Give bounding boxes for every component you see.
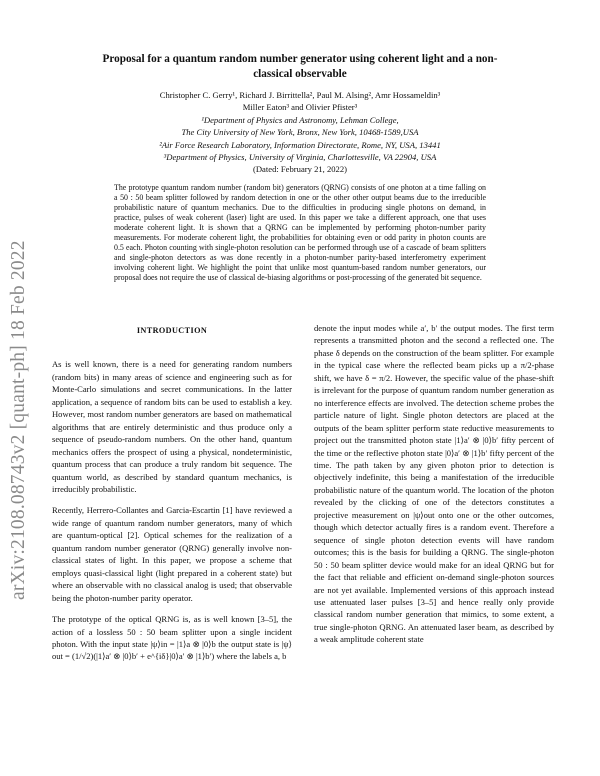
section-heading: INTRODUCTION (136, 326, 208, 335)
author-block (60, 89, 540, 176)
dated-line: (Dated: February 21, 2022) (252, 164, 348, 175)
right-column (314, 322, 554, 655)
abstract: The prototype quantum random number (random bit) generators (QRNG) consists of one photon at a time falling on a 50 : 50 beam splitter followed by random detection in one or the other other output beams due to the irreducible probabilistic nature of quantum mechanics. Due to the difficulties in producing single photons on demand, in practice, pulses of weak coherent (laser) light are used. In this paper we take a different approach, one that uses moderate coherent light. It is shown that a QRNG can be implemented by performing photon-number parity measurements. For moderate coherent light, the probabilities for obtaining even or odd parity in photon counts are 0.5 each. Photon counting with single-photon resolution can be performed through use of a cascade of beam splitters and single-photon detectors as was done recently in a photon-number parity-based interferometry experiment involving coherent light. We highlight the point that unlike most quantum-based random number generators, our proposal does not require the use of classical de-biasing algorithms or post-processing of the generated bit sequence. (114, 183, 486, 282)
paper-title: Proposal for a quantum random number generator using coherent light and a non-classical observable (102, 53, 498, 80)
paragraph: As is well known, there is a need for generating random numbers (random bits) in many areas of science and engineering such as for Monte-Carlo simulations and secret communications. In the latter application, a sequence of random bits can be used to establish a key. However, most random number generators are based on mathematical algorithms that are entirely deterministic and thus produce only a sequence of pseudo-random numbers. On the other hand, quantum mechanics offers the prospect of using a physical, nondeterministic, quantum process that can produce a truly random bit sequence. The quantum world, as described by standard quantum mechanics, is irreducibly probabilistic. (52, 359, 292, 494)
arxiv-stamp: arXiv:2108.08743v2 [quant-ph] 18 Feb 2022 (8, 240, 29, 600)
affiliation-3: ³Department of Physics, University of Virginia, Charlottesville, VA 22904, USA (163, 152, 437, 163)
paragraph: Recently, Herrero-Collantes and Garcia-Escartin [1] have reviewed a wide range of quantum random number generators, many of which are quantum-optical [2]. Optical schemes for the realization of a quantum random number generator (QRNG) generally involve non-classical states of light. In this paper, we propose a scheme that employs quasi-classical light (light prepared in a coherent state) but where an observable with no classical analog is used; that observable being the photon-number parity operator. (52, 505, 292, 603)
affiliation-1-cont: The City University of New York, Bronx, New York, 10468-1589,USA (181, 127, 419, 138)
authors-line-2: Miller Eaton³ and Olivier Pfister³ (242, 102, 358, 113)
paragraph: denote the input modes while a′, b′ the output modes. The first term represents a transmitted photon and the second a reflected one. The phase δ depends on the construction of the beam splitter. For example in the typical case where the reflected beam picks up a π/2-phase shift, we have δ = π/2. However, the specific value of the phase-shift is irrelevant for the purpose of quantum random number generation as no interference effects are involved. The detection scheme probes the particle nature of light. Single photon detectors are placed at the outputs of the beam splitter perform state reductive measurements to project out the transmitted photon state |1⟩a′ ⊗ |0⟩b′ fifty percent of the time or the reflective photon state |0⟩a′ ⊗ |1⟩b′ fifty percent of the time. The path taken by any given photon prior to detection is objectively indefinite, this being a manifestation of the irreducible probabilistic nature of the quantum world. The location of the photon revealed by the clicking of one of the detectors constitutes a projective measurement on |ψ⟩out onto one or the other outcomes, though which detector actually fires is a random event. Therefore a sequence of single photon detection events will have random outcomes; this is the basis for building a QRNG. The single-photon 50 : 50 beam splitter device would make for an ideal QRNG but for the fact that reliable and efficient on-demand single-photon sources are not yet available. Implemented versions of this approach instead use attenuated laser pulses [3–5] and hence really only provide classical random number generation that mimics, to some extent, a true single-photon QRNG. An attenuated laser beam, as described by a weak amplitude coherent state (314, 323, 554, 645)
authors-line-1: Christopher C. Gerry¹, Richard J. Birrittella², Paul M. Alsing², Amr Hossameldin³ (159, 90, 441, 100)
paragraph: The prototype of the optical QRNG is, as is well known [3–5], the action of a lossless 50 : 50 beam splitter upon a single incident photon. With the input state |ψ⟩in = |1⟩a ⊗ |0⟩b the output state is |ψ⟩out = (1/√2)(|1⟩a′ ⊗ |0⟩b′ + e^{iδ}|0⟩a′ ⊗ |1⟩b′) where the labels a, b (52, 614, 292, 662)
left-column (52, 325, 292, 672)
affiliation-2: ²Air Force Research Laboratory, Information Directorate, Rome, NY, USA, 13441 (159, 139, 441, 150)
affiliation-1: ¹Department of Physics and Astronomy, Lehman College, (201, 114, 399, 125)
